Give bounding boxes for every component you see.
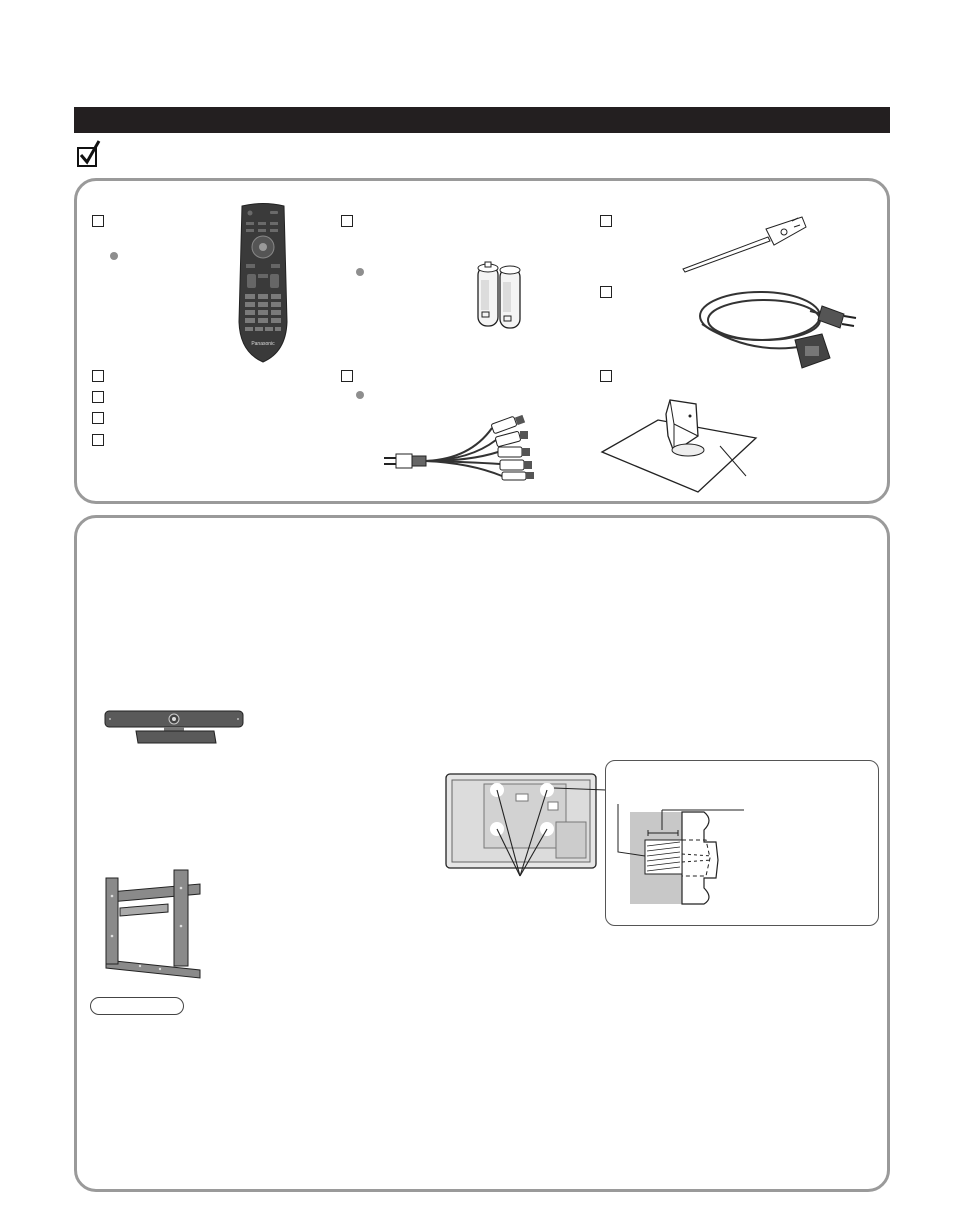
- empty-checkbox-icon[interactable]: [92, 370, 104, 382]
- av-adapter-cable-illustration: [380, 410, 550, 480]
- empty-checkbox-icon[interactable]: [341, 215, 353, 227]
- soundbar-illustration: [104, 708, 244, 746]
- empty-checkbox-icon[interactable]: [92, 391, 104, 403]
- cable-tie-illustration: [680, 215, 808, 273]
- note-label-pill: [90, 997, 184, 1015]
- empty-checkbox-icon[interactable]: [92, 412, 104, 424]
- wall-bracket-illustration: [100, 866, 204, 982]
- remote-control-illustration: [236, 202, 290, 364]
- gray-dot-icon: [356, 391, 364, 399]
- checkbox-checked-icon: [77, 140, 101, 168]
- empty-checkbox-icon[interactable]: [92, 434, 104, 446]
- screw-depth-detail-illustration: [612, 800, 746, 910]
- tv-rear-panel-illustration: [444, 770, 608, 882]
- empty-checkbox-icon[interactable]: [600, 215, 612, 227]
- empty-checkbox-icon[interactable]: [600, 286, 612, 298]
- gray-dot-icon: [110, 252, 118, 260]
- aa-batteries-illustration: [473, 260, 525, 330]
- section-header-bar: [74, 107, 890, 133]
- empty-checkbox-icon[interactable]: [600, 370, 612, 382]
- power-cord-illustration: [690, 276, 860, 376]
- remote-brand-label: Panasonic: [251, 341, 275, 347]
- pedestal-stand-illustration: [600, 396, 760, 496]
- empty-checkbox-icon[interactable]: [92, 215, 104, 227]
- gray-dot-icon: [356, 268, 364, 276]
- empty-checkbox-icon[interactable]: [341, 370, 353, 382]
